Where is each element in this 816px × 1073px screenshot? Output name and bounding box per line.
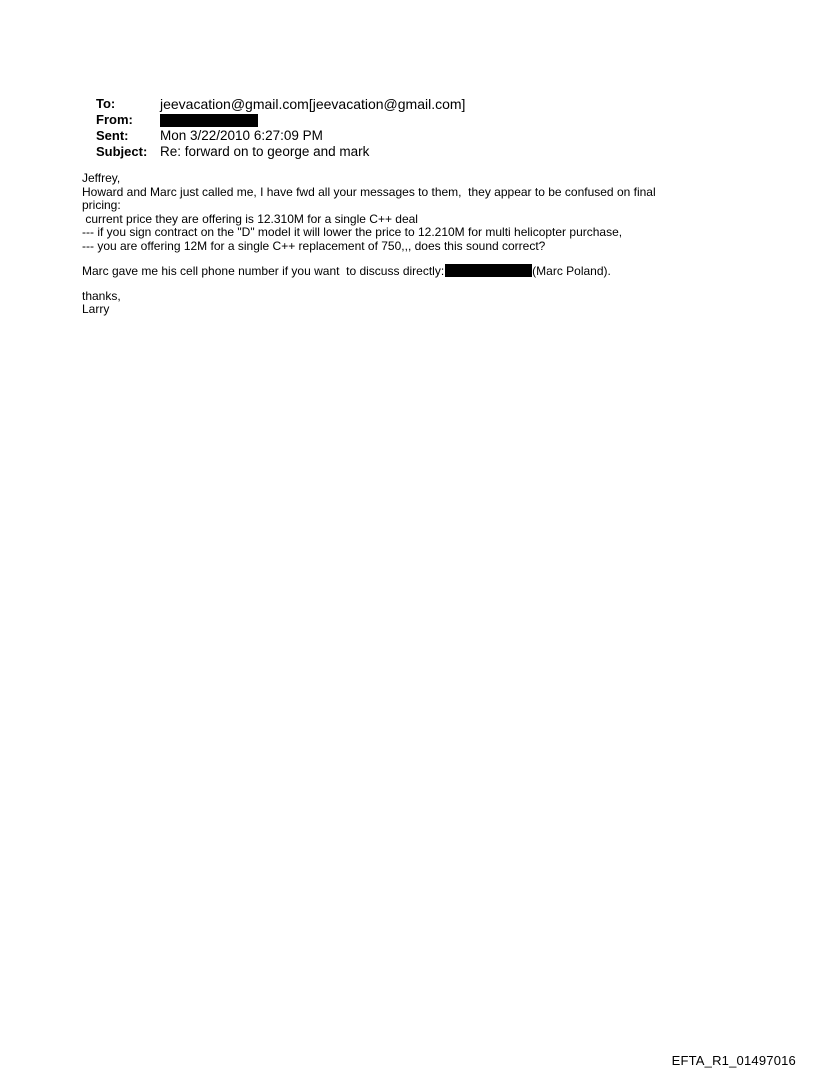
to-row (96, 96, 736, 112)
sent-value: Mon 3/22/2010 6:27:09 PM (160, 128, 323, 143)
greeting: Jeffrey, (82, 171, 121, 185)
from-row (96, 112, 736, 128)
signoff: thanks, (82, 288, 121, 303)
from-label: From: (96, 112, 133, 127)
contact-line (82, 264, 742, 279)
document-id: EFTA_R1_01497016 (671, 1053, 796, 1068)
subject-row (96, 144, 736, 160)
phone-redaction (445, 264, 532, 277)
body-line-2: pricing: (82, 198, 121, 212)
signature: Larry (82, 302, 110, 316)
subject-value: Re: forward on to george and mark (160, 144, 370, 159)
to-label: To: (96, 96, 116, 111)
body-line-4: --- if you sign contract on the "D" model it will lower the price to 12.210M for multi helicopter purchase, (82, 225, 623, 239)
contact-before: Marc gave me his cell phone number if you want to discuss directly: (82, 264, 445, 278)
email-body (82, 172, 742, 317)
subject-label: Subject: (96, 144, 148, 159)
sent-label: Sent: (96, 128, 129, 143)
body-line-5: --- you are offering 12M for a single C++ replacement of 750,,, does this sound correct? (82, 238, 546, 253)
email-header (96, 96, 736, 160)
body-line-1: Howard and Marc just called me, I have fwd all your messages to them, they appear to be confused on final (82, 184, 656, 199)
body-line-3: current price they are offering is 12.310M for a single C++ deal (82, 211, 418, 226)
from-redaction (160, 114, 258, 127)
contact-after: (Marc Poland). (532, 264, 611, 278)
sent-row (96, 128, 736, 144)
to-value: jeevacation@gmail.com[jeevacation@gmail.com] (160, 96, 466, 112)
